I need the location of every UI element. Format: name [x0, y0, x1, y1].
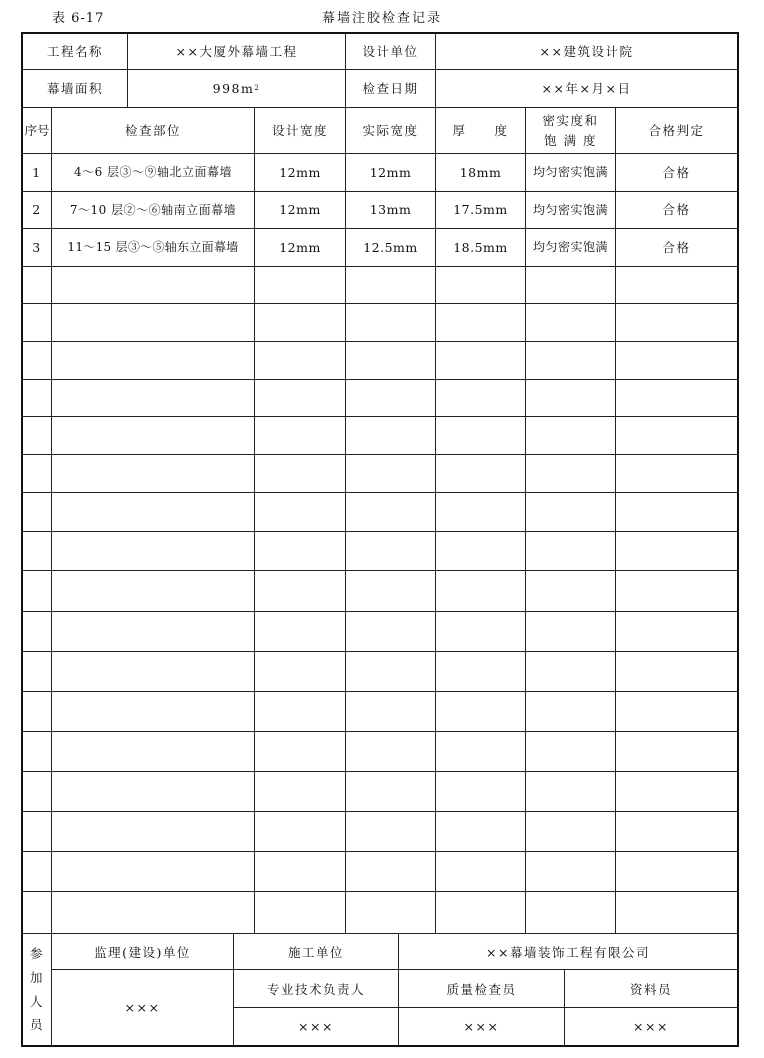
empty-cell — [436, 493, 526, 531]
supervision-value: ××× — [52, 970, 234, 1045]
info-row-project — [23, 34, 737, 70]
empty-cell — [52, 772, 255, 811]
empty-cell — [23, 852, 52, 891]
empty-cell — [616, 493, 737, 531]
empty-cell — [616, 304, 737, 341]
row-location: 4～6 层③～⑨轴北立面幕墙 — [52, 154, 255, 191]
empty-cell — [616, 267, 737, 303]
empty-cell — [23, 493, 52, 531]
qc-value: ××× — [399, 1008, 565, 1045]
empty-cell — [526, 417, 616, 454]
row-density: 均匀密实饱满 — [526, 229, 616, 266]
empty-cell — [526, 812, 616, 851]
empty-cell — [52, 342, 255, 379]
row-thickness: 17.5mm — [436, 192, 526, 228]
empty-cell — [346, 852, 436, 891]
empty-cell — [255, 417, 346, 454]
empty-cell — [436, 772, 526, 811]
empty-cell — [23, 380, 52, 416]
area-value — [128, 70, 346, 107]
empty-cell — [23, 455, 52, 492]
participants-label — [23, 934, 52, 1045]
col-design-width: 设计宽度 — [255, 108, 346, 153]
empty-cell — [436, 812, 526, 851]
empty-cell — [346, 342, 436, 379]
empty-cell — [346, 812, 436, 851]
empty-cell — [346, 652, 436, 691]
empty-cell — [255, 812, 346, 851]
row-actual-width: 13mm — [346, 192, 436, 228]
empty-cell — [526, 380, 616, 416]
empty-cell — [255, 304, 346, 341]
area-number: 998m — [212, 80, 255, 96]
empty-cell — [52, 455, 255, 492]
empty-cell — [436, 342, 526, 379]
empty-cell — [52, 417, 255, 454]
empty-table-row — [23, 455, 737, 493]
empty-cell — [526, 852, 616, 891]
empty-cell — [346, 380, 436, 416]
empty-cell — [52, 812, 255, 851]
row-location: 11～15 层③～⑤轴东立面幕墙 — [52, 229, 255, 266]
empty-cell — [436, 267, 526, 303]
empty-cell — [346, 732, 436, 771]
row-result: 合格 — [662, 239, 691, 255]
empty-cell — [255, 892, 346, 933]
empty-table-row — [23, 493, 737, 532]
empty-cell — [616, 380, 737, 416]
empty-cell — [52, 612, 255, 651]
empty-cell — [526, 304, 616, 341]
date-value: ××年×月×日 — [541, 80, 632, 96]
column-header-row — [23, 108, 737, 154]
empty-cell — [23, 732, 52, 771]
row-thickness: 18.5mm — [436, 229, 526, 266]
empty-cell — [616, 732, 737, 771]
empty-table-row — [23, 652, 737, 692]
empty-cell — [436, 692, 526, 731]
empty-cell — [526, 692, 616, 731]
participants-char: 人 — [29, 993, 44, 1009]
page-title: 幕墙注胶检查记录 — [321, 11, 442, 26]
empty-table-row — [23, 772, 737, 812]
empty-cell — [526, 267, 616, 303]
project-name-value: ××大厦外幕墙工程 — [128, 34, 346, 69]
construction-label: 施工单位 — [234, 934, 399, 970]
empty-table-row — [23, 571, 737, 612]
empty-cell — [436, 852, 526, 891]
row-seq: 1 — [23, 154, 52, 191]
empty-table-row — [23, 417, 737, 455]
col-density-line1: 密实度和 — [542, 112, 599, 128]
empty-cell — [616, 812, 737, 851]
row-design-width: 12mm — [255, 154, 346, 191]
empty-cell — [616, 571, 737, 611]
row-actual-width: 12mm — [346, 154, 436, 191]
table-row — [23, 154, 737, 192]
empty-cell — [436, 455, 526, 492]
supervision-label: 监理(建设)单位 — [52, 934, 234, 970]
empty-cell — [23, 417, 52, 454]
empty-cell — [526, 612, 616, 651]
empty-cell — [436, 380, 526, 416]
empty-cell — [526, 892, 616, 933]
empty-cell — [255, 732, 346, 771]
participants-char: 加 — [29, 969, 44, 985]
empty-cell — [436, 892, 526, 933]
empty-cell — [255, 532, 346, 570]
empty-cell — [52, 304, 255, 341]
col-density-line2: 饱 满 度 — [544, 132, 597, 148]
empty-cell — [346, 267, 436, 303]
inspection-form — [21, 32, 739, 1047]
empty-cell — [526, 455, 616, 492]
empty-cell — [52, 380, 255, 416]
empty-cell — [23, 267, 52, 303]
empty-cell — [526, 342, 616, 379]
empty-cell — [526, 493, 616, 531]
area-unit-superscript: 2 — [254, 84, 261, 93]
participants-char: 参 — [29, 946, 44, 961]
records-value: ××× — [633, 1019, 669, 1034]
area-label: 幕墙面积 — [23, 70, 128, 107]
row-density: 均匀密实饱满 — [526, 154, 616, 191]
empty-cell — [23, 571, 52, 611]
empty-cell — [346, 455, 436, 492]
col-result: 合格判定 — [648, 122, 705, 138]
empty-cell — [255, 571, 346, 611]
empty-cell — [23, 532, 52, 570]
table-row — [23, 192, 737, 229]
empty-cell — [346, 417, 436, 454]
empty-cell — [346, 532, 436, 570]
empty-cell — [23, 652, 52, 691]
empty-cell — [616, 852, 737, 891]
empty-cell — [52, 267, 255, 303]
records-label: 资料员 — [565, 970, 737, 1008]
empty-cell — [616, 692, 737, 731]
row-seq: 2 — [23, 192, 52, 228]
empty-table-row — [23, 380, 737, 417]
design-unit-value: ××建筑设计院 — [539, 43, 634, 59]
empty-cell — [616, 342, 737, 379]
empty-cell — [616, 417, 737, 454]
empty-cell — [23, 304, 52, 341]
empty-cell — [52, 493, 255, 531]
empty-cell — [52, 692, 255, 731]
empty-cell — [52, 892, 255, 933]
empty-cell — [526, 532, 616, 570]
empty-cell — [255, 852, 346, 891]
empty-cell — [436, 612, 526, 651]
empty-cell — [346, 571, 436, 611]
row-design-width: 12mm — [255, 229, 346, 266]
empty-cell — [255, 267, 346, 303]
empty-cell — [436, 732, 526, 771]
empty-cell — [346, 304, 436, 341]
col-actual-width: 实际宽度 — [346, 108, 436, 153]
empty-cell — [23, 892, 52, 933]
empty-cell — [526, 652, 616, 691]
row-result: 合格 — [662, 202, 691, 218]
empty-cell — [255, 692, 346, 731]
col-thickness: 厚 度 — [436, 108, 526, 153]
empty-table-row — [23, 852, 737, 892]
col-location: 检查部位 — [52, 108, 255, 153]
construction-company: ××幕墙装饰工程有限公司 — [399, 934, 737, 970]
empty-table-row — [23, 692, 737, 732]
row-location: 7～10 层②～⑥轴南立面幕墙 — [52, 192, 255, 228]
project-name-label: 工程名称 — [23, 34, 128, 69]
table-row — [23, 229, 737, 267]
empty-cell — [23, 612, 52, 651]
empty-table-row — [23, 532, 737, 571]
row-density: 均匀密实饱满 — [526, 192, 616, 228]
empty-cell — [616, 532, 737, 570]
empty-cell — [526, 571, 616, 611]
empty-cell — [255, 772, 346, 811]
info-row-area — [23, 70, 737, 108]
row-seq: 3 — [23, 229, 52, 266]
empty-cell — [255, 612, 346, 651]
empty-cell — [52, 732, 255, 771]
col-seq: 序号 — [23, 108, 52, 153]
row-thickness: 18mm — [436, 154, 526, 191]
empty-cell — [526, 772, 616, 811]
empty-table-row — [23, 892, 737, 934]
empty-table-row — [23, 342, 737, 380]
participants-char: 员 — [29, 1017, 44, 1033]
design-unit-label: 设计单位 — [346, 34, 436, 69]
empty-cell — [255, 493, 346, 531]
empty-cell — [616, 612, 737, 651]
qc-label: 质量检查员 — [399, 970, 565, 1008]
empty-cell — [23, 812, 52, 851]
empty-cell — [23, 342, 52, 379]
empty-cell — [23, 692, 52, 731]
tech-lead-label: 专业技术负责人 — [234, 970, 399, 1008]
empty-cell — [616, 772, 737, 811]
empty-table-row — [23, 612, 737, 652]
row-result: 合格 — [662, 164, 691, 180]
empty-cell — [255, 652, 346, 691]
col-density — [526, 108, 616, 153]
empty-cell — [346, 892, 436, 933]
empty-cell — [436, 417, 526, 454]
empty-cell — [255, 342, 346, 379]
empty-cell — [52, 652, 255, 691]
empty-cell — [23, 772, 52, 811]
empty-cell — [616, 892, 737, 933]
empty-cell — [346, 493, 436, 531]
row-design-width: 12mm — [255, 192, 346, 228]
empty-cell — [616, 652, 737, 691]
empty-table-row — [23, 304, 737, 342]
empty-cell — [52, 852, 255, 891]
empty-table-row — [23, 267, 737, 304]
empty-cell — [436, 304, 526, 341]
date-label: 检查日期 — [346, 70, 436, 107]
table-number: 表 6-17 — [52, 11, 105, 26]
empty-cell — [436, 571, 526, 611]
empty-cell — [255, 380, 346, 416]
empty-cell — [255, 455, 346, 492]
empty-cell — [346, 772, 436, 811]
empty-table-row — [23, 812, 737, 852]
tech-lead-value: ××× — [234, 1008, 399, 1045]
empty-cell — [436, 532, 526, 570]
empty-cell — [616, 455, 737, 492]
empty-cell — [52, 571, 255, 611]
empty-cell — [526, 732, 616, 771]
empty-cell — [346, 692, 436, 731]
empty-cell — [436, 652, 526, 691]
empty-cell — [52, 532, 255, 570]
row-actual-width: 12.5mm — [346, 229, 436, 266]
empty-table-row — [23, 732, 737, 772]
empty-cell — [346, 612, 436, 651]
